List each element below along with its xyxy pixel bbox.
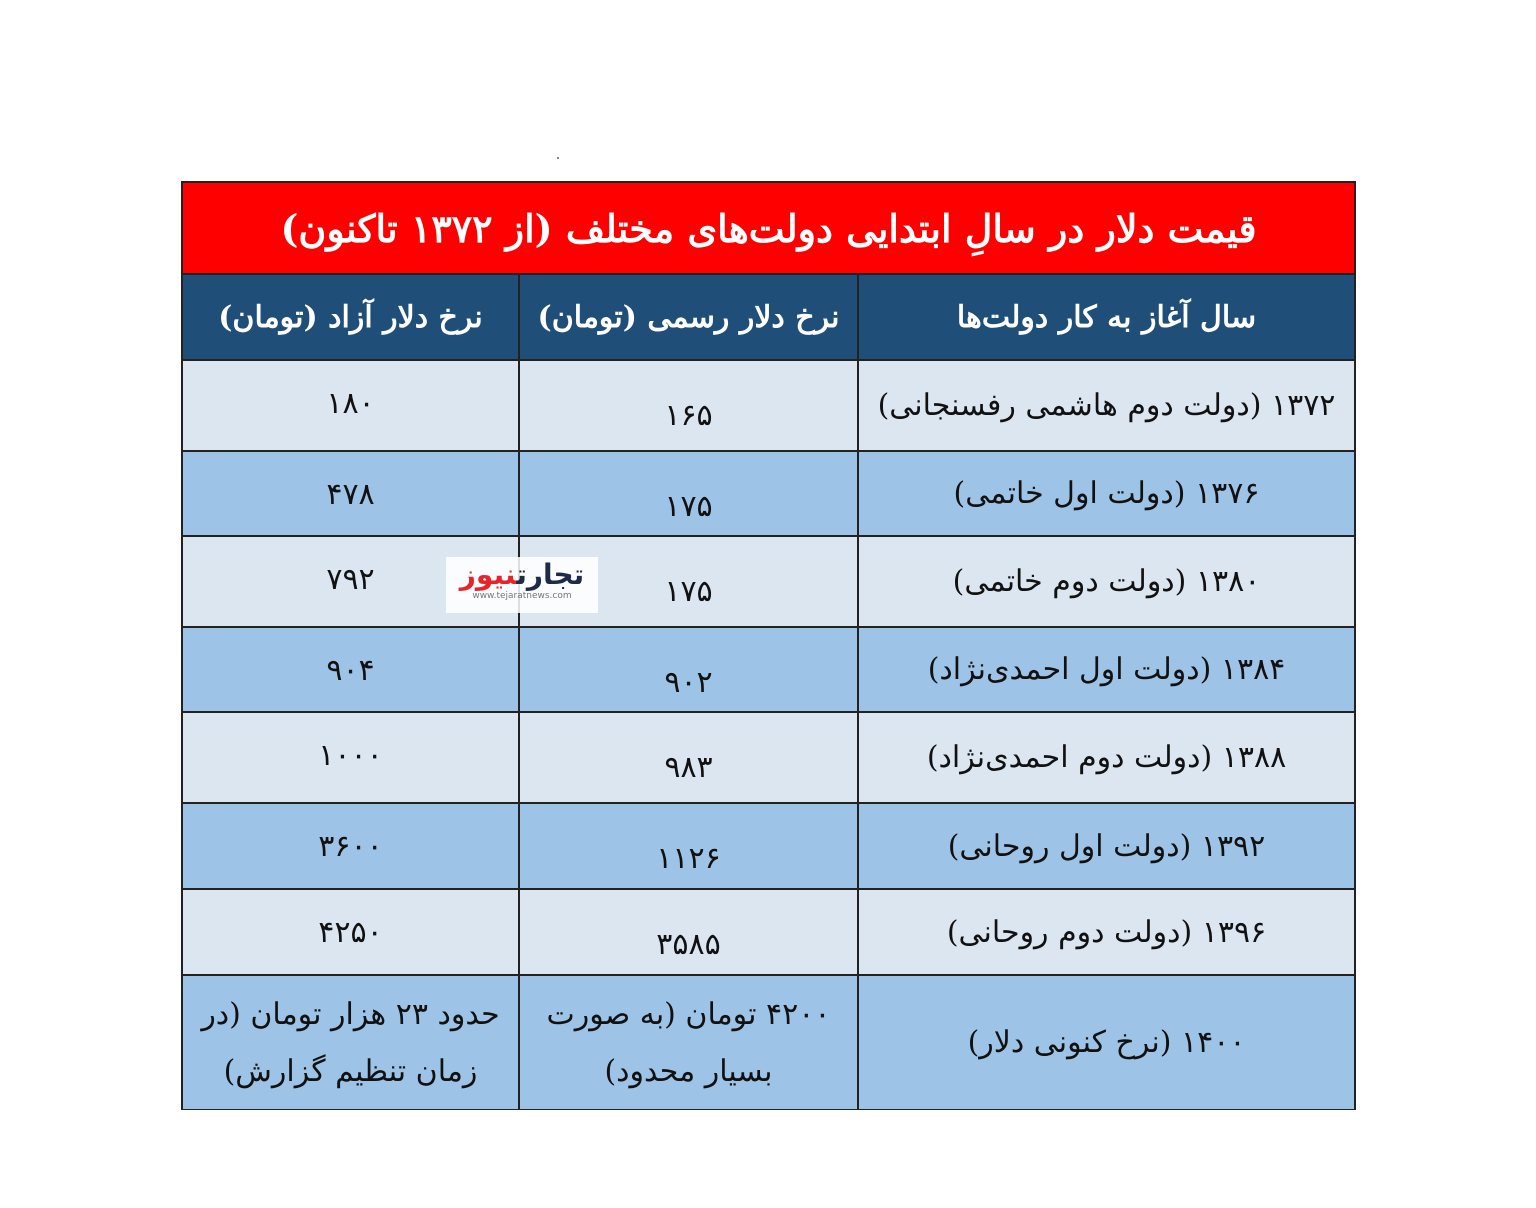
row-4-official-rate: ۹۰۲	[518, 628, 857, 713]
header-official-rate: نرخ دلار رسمی (تومان)	[518, 275, 857, 361]
row-1-free-rate: ۱۸۰	[183, 361, 518, 452]
row-6-free-rate: ۳۶۰۰	[183, 804, 518, 890]
table-title: قیمت دلار در سالِ ابتدایی دولت‌های مختلف (از ۱۳۷۲ تاکنون)	[183, 183, 1354, 275]
logo-part-2: نیوز	[459, 558, 517, 591]
row-3-free-rate: ۷۹۲	[183, 537, 518, 628]
header-year: سال آغاز به کار دولت‌ها	[857, 275, 1354, 361]
row-4-year: ۱۳۸۴ (دولت اول احمدی‌نژاد)	[857, 628, 1354, 713]
row-8-official-rate: ۴۲۰۰ تومان (به صورت بسیار محدود)	[518, 976, 857, 1109]
row-6-year: ۱۳۹۲ (دولت اول روحانی)	[857, 804, 1354, 890]
row-1-year: ۱۳۷۲ (دولت دوم هاشمی رفسنجانی)	[857, 361, 1354, 452]
tejaratnews-logo	[446, 557, 598, 589]
tejaratnews-watermark	[446, 557, 598, 613]
stray-dot	[557, 157, 559, 159]
row-7-year: ۱۳۹۶ (دولت دوم روحانی)	[857, 890, 1354, 976]
row-7-free-rate: ۴۲۵۰	[183, 890, 518, 976]
row-2-year: ۱۳۷۶ (دولت اول خاتمی)	[857, 452, 1354, 537]
row-8-free-rate: حدود ۲۳ هزار تومان (در زمان تنظیم گزارش)	[183, 976, 518, 1109]
row-5-free-rate: ۱۰۰۰	[183, 713, 518, 804]
row-5-year: ۱۳۸۸ (دولت دوم احمدی‌نژاد)	[857, 713, 1354, 804]
row-2-free-rate: ۴۷۸	[183, 452, 518, 537]
row-8-year: ۱۴۰۰ (نرخ کنونی دلار)	[857, 976, 1354, 1109]
row-1-official-rate: ۱۶۵	[518, 361, 857, 452]
header-free-rate: نرخ دلار آزاد (تومان)	[183, 275, 518, 361]
row-7-official-rate: ۳۵۸۵	[518, 890, 857, 976]
row-2-official-rate: ۱۷۵	[518, 452, 857, 537]
table-grid	[183, 275, 1354, 1109]
row-5-official-rate: ۹۸۳	[518, 713, 857, 804]
row-6-official-rate: ۱۱۲۶	[518, 804, 857, 890]
watermark-url: www.tejaratnews.com	[472, 591, 572, 601]
row-3-official-rate: ۱۷۵	[518, 537, 857, 628]
dollar-price-table	[181, 181, 1356, 1110]
logo-part-1: تجارت	[516, 558, 585, 591]
row-3-year: ۱۳۸۰ (دولت دوم خاتمی)	[857, 537, 1354, 628]
row-4-free-rate: ۹۰۴	[183, 628, 518, 713]
